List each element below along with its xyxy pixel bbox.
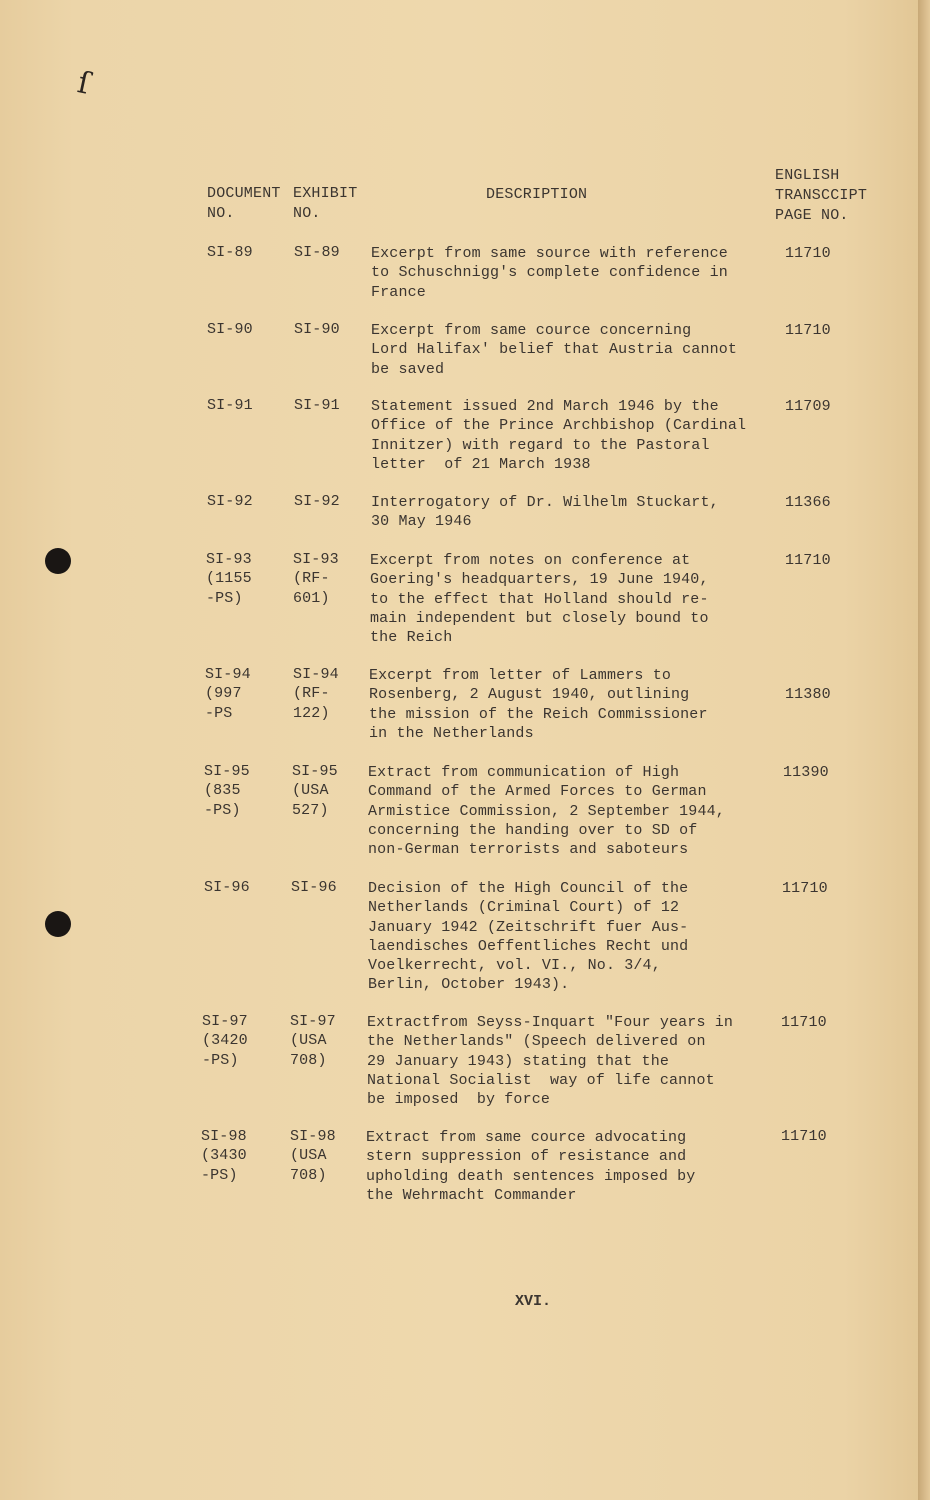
doc-no-cell: SI-94 (997 -PS	[205, 666, 251, 722]
doc-no-cell: SI-97 (3420 -PS)	[202, 1013, 248, 1069]
description-header: DESCRIPTION	[486, 186, 588, 203]
page-no-cell: 11709	[785, 398, 831, 415]
page-no-header-line2: TRANSCCIPT	[775, 187, 868, 204]
description-cell: Excerpt from same source with reference to Schuschnigg's complete confidence in France	[371, 245, 728, 301]
description-cell: Excerpt from notes on conference at Goering's headquarters, 19 June 1940, to the effect that Holland should re- main independent but closely bound to the Reich	[370, 552, 709, 647]
punch-hole	[45, 548, 71, 574]
page-no-cell: 11390	[783, 764, 829, 781]
description-cell: Statement issued 2nd March 1946 by the Office of the Prince Archbishop (Cardinal Innitzer) with regard to the Pastoral letter of 21 March 1938	[371, 398, 747, 473]
description-cell: Excerpt from same cource concerning Lord Halifax' belief that Austria cannot be saved	[371, 322, 738, 378]
doc-no-cell: SI-96	[204, 879, 250, 896]
page-no-cell: 11710	[782, 880, 828, 897]
exhibit-no-cell: SI-90	[294, 321, 340, 338]
pen-mark: ſ	[74, 65, 93, 102]
doc-no-header-line2: NO.	[207, 205, 235, 222]
exhibit-no-cell: SI-95 (USA 527)	[292, 763, 338, 819]
exhibit-no-cell: SI-89	[294, 244, 340, 261]
description-cell: Extract from same cource advocating stern suppression of resistance and upholding death sentences imposed by the Wehrmacht Commander	[366, 1129, 696, 1204]
exhibit-no-header-line1: EXHIBIT	[293, 185, 358, 202]
punch-hole	[45, 911, 71, 937]
exhibit-no-cell: SI-96	[291, 879, 337, 896]
doc-no-cell: SI-89	[207, 244, 253, 261]
doc-no-cell: SI-92	[207, 493, 253, 510]
doc-no-cell: SI-91	[207, 397, 253, 414]
exhibit-no-cell: SI-93 (RF- 601)	[293, 551, 339, 607]
doc-no-header-line1: DOCUMENT	[207, 185, 281, 202]
page-no-cell: 11366	[785, 494, 831, 511]
exhibit-no-cell: SI-92	[294, 493, 340, 510]
description-cell: Excerpt from letter of Lammers to Rosenberg, 2 August 1940, outlining the mission of the Reich Commissioner in the Netherlands	[369, 667, 708, 742]
description-cell: Decision of the High Council of the Netherlands (Criminal Court) of 12 January 1942 (Zeitschrift fuer Aus- laendisches Oeffentliches Recht und Voelkerrecht, vol. VI., No. 3/4, Berlin, October 1943).	[368, 880, 689, 994]
exhibit-no-cell: SI-97 (USA 708)	[290, 1013, 336, 1069]
doc-no-cell: SI-95 (835 -PS)	[204, 763, 250, 819]
page-no-cell: 11710	[781, 1128, 827, 1145]
exhibit-no-cell: SI-98 (USA 708)	[290, 1128, 336, 1184]
page-no-header-line1: ENGLISH	[775, 167, 840, 184]
exhibit-no-header-line2: NO.	[293, 205, 321, 222]
page-no-cell: 11710	[785, 245, 831, 262]
page-no-cell: 11710	[785, 552, 831, 569]
exhibit-no-cell: SI-94 (RF- 122)	[293, 666, 339, 722]
page-no-cell: 11380	[785, 686, 831, 703]
description-cell: Extractfrom Seyss-Inquart "Four years in the Netherlands" (Speech delivered on 29 January 1943) stating that the National Socialist way of life cannot be imposed by force	[367, 1014, 734, 1109]
description-cell: Interrogatory of Dr. Wilhelm Stuckart, 30 May 1946	[371, 494, 719, 531]
exhibit-no-cell: SI-91	[294, 397, 340, 414]
page-no-header-line3: PAGE NO.	[775, 207, 849, 224]
page-number: XVI.	[515, 1293, 552, 1310]
page-no-cell: 11710	[785, 322, 831, 339]
doc-no-cell: SI-90	[207, 321, 253, 338]
paper-edge	[918, 0, 930, 1500]
page-no-cell: 11710	[781, 1014, 827, 1031]
doc-no-cell: SI-98 (3430 -PS)	[201, 1128, 247, 1184]
description-cell: Extract from communication of High Command of the Armed Forces to German Armistice Commission, 2 September 1944, concerning the handing over to SD of non-German terrorists and saboteurs	[368, 764, 725, 859]
doc-no-cell: SI-93 (1155 -PS)	[206, 551, 252, 607]
